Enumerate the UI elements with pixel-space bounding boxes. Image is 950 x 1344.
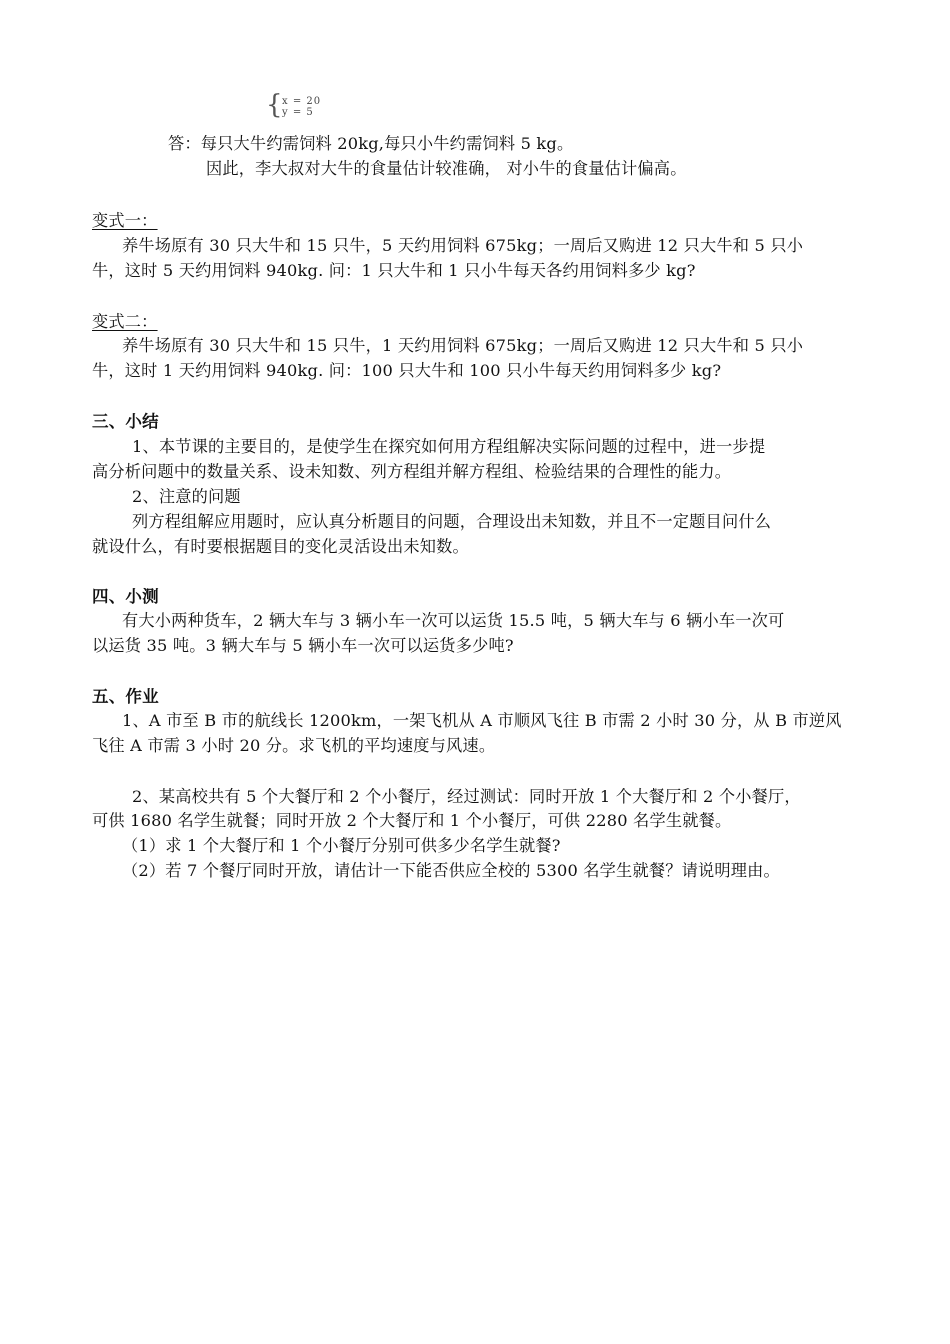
- variant-2-title: 变式二：: [92, 312, 158, 331]
- homework-q1-line-2: 飞往 A 市需 3 小时 20 分。求飞机的平均速度与风速。: [92, 736, 496, 755]
- brace-symbol: {: [266, 90, 283, 120]
- homework-q2-sub-2: （2）若 7 个餐厅同时开放，请估计一下能否供应全校的 5300 名学生就餐？请说明理由。: [122, 861, 780, 880]
- equation-system: [266, 90, 362, 121]
- answer-line-2: 因此，李大叔对大牛的食量估计较准确， 对小牛的食量估计偏高。: [206, 159, 687, 178]
- homework-q1-line-1: 1、A 市至 B 市的航线长 1200km，一架飞机从 A 市顺风飞往 B 市需 2 小时 30 分，从 B 市逆风: [122, 711, 842, 730]
- summary-p2-title: 2、注意的问题: [132, 487, 241, 506]
- quiz-line-2: 以运货 35 吨。3 辆大车与 5 辆小车一次可以运货多少吨?: [92, 636, 514, 655]
- homework-heading: 五、作业: [92, 687, 159, 706]
- variant-2-line-1: 养牛场原有 30 只大牛和 15 只牛，1 天约用饲料 675kg；一周后又购进 12 只大牛和 5 只小: [122, 336, 804, 355]
- variant-1-title: 变式一：: [92, 211, 158, 230]
- homework-q2-sub-1: （1）求 1 个大餐厅和 1 个小餐厅分别可供多少名学生就餐?: [122, 836, 561, 855]
- summary-p1-line-2: 高分析问题中的数量关系、设未知数、列方程组并解方程组、检验结果的合理性的能力。: [92, 462, 732, 481]
- equation-x: x = 20: [282, 96, 322, 107]
- quiz-line-1: 有大小两种货车，2 辆大车与 3 辆小车一次可以运货 15.5 吨，5 辆大车与 6 辆小车一次可: [122, 611, 785, 630]
- variant-2-line-2: 牛，这时 1 天约用饲料 940kg. 问：100 只大牛和 100 只小牛每天约用饲料多少 kg?: [92, 361, 722, 380]
- quiz-heading: 四、小测: [92, 587, 159, 606]
- summary-p2-line-2: 就设什么，有时要根据题目的变化灵活设出未知数。: [92, 537, 469, 556]
- answer-line-1: 答：每只大牛约需饲料 20kg,每只小牛约需饲料 5 kg。: [168, 134, 574, 153]
- variant-1-line-1: 养牛场原有 30 只大牛和 15 只牛，5 天约用饲料 675kg；一周后又购进 12 只大牛和 5 只小: [122, 236, 804, 255]
- summary-p1-line-1: 1、本节课的主要目的，是使学生在探究如何用方程组解决实际问题的过程中，进一步提: [132, 437, 766, 456]
- summary-p2-line-1: 列方程组解应用题时，应认真分析题目的问题，合理设出未知数，并且不一定题目问什么: [132, 512, 772, 531]
- homework-q2-line-2: 可供 1680 名学生就餐；同时开放 2 个大餐厅和 1 个小餐厅，可供 2280 名学生就餐。: [92, 811, 732, 830]
- variant-1-line-2: 牛，这时 5 天约用饲料 940kg. 问：1 只大牛和 1 只小牛每天各约用饲料多少 kg?: [92, 261, 696, 280]
- homework-q2-line-1: 2、某高校共有 5 个大餐厅和 2 个小餐厅，经过测试：同时开放 1 个大餐厅和 2 个小餐厅，: [132, 787, 801, 806]
- summary-heading: 三、小结: [92, 412, 159, 431]
- equation-y: y = 5: [282, 107, 314, 118]
